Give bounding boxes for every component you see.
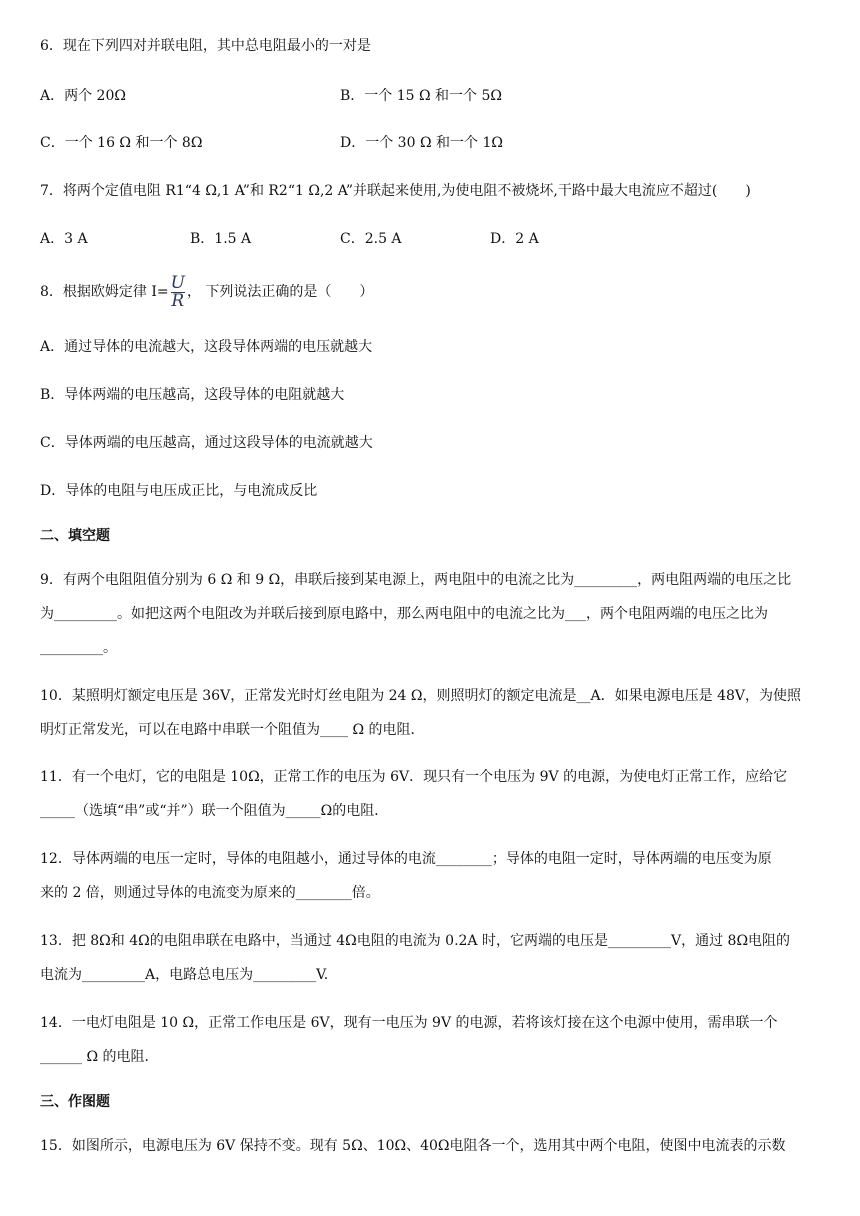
question-6-stem: 6．现在下列四对并联电阻，其中总电阻最小的一对是 <box>40 38 371 54</box>
question-15-line-1: 15．如图所示，电源电压为 6V 保持不变。现有 5Ω、10Ω、40Ω电阻各一个，选用其中两个电阻，使图中电流表的示数 <box>40 1138 786 1154</box>
question-8-option-c: C．导体两端的电压越高，通过这段导体的电流就越大 <box>40 435 373 451</box>
question-12-line-1: 12．导体两端的电压一定时，导体的电阻越小，通过导体的电流________；导体的电阻一定时，导体两端的电压变为原 <box>40 851 772 867</box>
question-14-line-2: ______ Ω 的电阻． <box>40 1049 159 1065</box>
fraction-denominator: R <box>171 290 185 311</box>
question-13-line-1: 13．把 8Ω和 4Ω的电阻串联在电路中，当通过 4Ω电阻的电流为 0.2A 时，它两端的电压是_________V，通过 8Ω电阻的 <box>40 933 791 949</box>
question-7-option-d: D．2 A <box>490 231 539 247</box>
question-8-option-d: D．导体的电阻与电压成正比，与电流成反比 <box>40 483 318 499</box>
question-10-line-2: 明灯正常发光，可以在电路中串联一个阻值为____ Ω 的电阻． <box>40 722 425 738</box>
question-8-stem <box>40 272 373 312</box>
question-6-option-b: B．一个 15 Ω 和一个 5Ω <box>340 88 503 104</box>
question-9-line-2: 为_________。如把这两个电阻改为并联后接到原电路中，那么两电阻中的电流之比为___，两个电阻两端的电压之比为 <box>40 606 768 622</box>
question-8-option-b: B．导体两端的电压越高，这段导体的电阻就越大 <box>40 387 345 403</box>
section-heading-fill-in: 二、填空题 <box>40 528 110 544</box>
question-7-option-a: A．3 A <box>40 231 88 247</box>
question-6-option-d: D．一个 30 Ω 和一个 1Ω <box>340 135 503 151</box>
question-6-option-a: A．两个 20Ω <box>40 88 126 104</box>
question-10-line-1: 10．某照明灯额定电压是 36V，正常发光时灯丝电阻为 24 Ω，则照明灯的额定电流是__A．如果电源电压是 48V，为使照 <box>40 688 801 704</box>
question-9-line-3: _________。 <box>40 640 117 656</box>
question-8-option-a: A．通过导体的电流越大，这段导体两端的电压就越大 <box>40 339 373 355</box>
ohms-law-fraction <box>170 272 185 311</box>
question-11-line-1: 11．有一个电灯，它的电阻是 10Ω，正常工作的电压为 6V．现只有一个电压为 9V 的电源，为使电灯正常工作，应给它 <box>40 769 788 785</box>
question-11-line-2: _____（选填“串”或“并”）联一个阻值为_____Ω的电阻． <box>40 803 389 819</box>
question-13-line-2: 电流为_________A，电路总电压为_________V. <box>40 967 329 983</box>
section-heading-drawing: 三、作图题 <box>40 1094 110 1110</box>
question-7-option-b: B．1.5 A <box>190 231 252 247</box>
question-9-line-1: 9．有两个电阻阻值分别为 6 Ω 和 9 Ω，串联后接到某电源上，两电阻中的电流之比为_________，两电阻两端的电压之比 <box>40 572 792 588</box>
question-7-stem: 7．将两个定值电阻 R1“4 Ω,1 A”和 R2“1 Ω,2 A”并联起来使用,为使电阻不被烧坏,干路中最大电流应不超过( ) <box>40 183 751 199</box>
question-8-stem-suffix: ， 下列说法正确的是（ ） <box>186 284 374 300</box>
question-6-option-c: C．一个 16 Ω 和一个 8Ω <box>40 135 203 151</box>
question-14-line-1: 14．一电灯电阻是 10 Ω，正常工作电压是 6V，现有一电压为 9V 的电源，若将该灯接在这个电源中使用，需串联一个 <box>40 1015 778 1031</box>
question-8-stem-prefix: 8．根据欧姆定律 I= <box>40 284 169 300</box>
fraction-numerator: U <box>170 272 185 293</box>
question-7-option-c: C．2.5 A <box>340 231 402 247</box>
question-12-line-2: 来的 2 倍，则通过导体的电流变为原来的________倍。 <box>40 885 380 901</box>
